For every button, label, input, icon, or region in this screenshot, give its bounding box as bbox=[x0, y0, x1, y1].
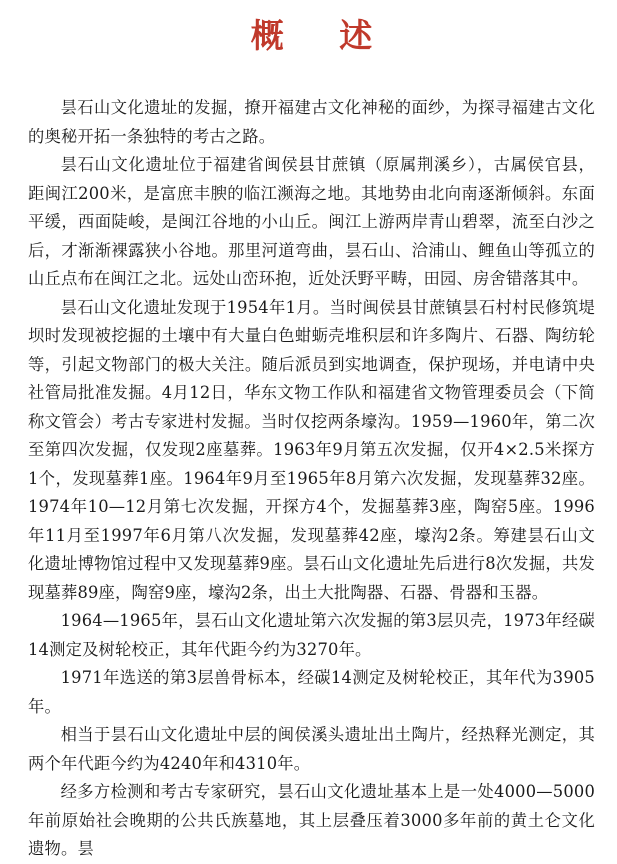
body-text bbox=[28, 94, 595, 864]
paragraph: 昙石山文化遗址发现于1954年1月。当时闽侯县甘蔗镇昙石村村民修筑堤坝时发现被挖掘的土壤中有大量白色蚶蛎壳堆积层和许多陶片、石器、陶纺轮等，引起文物部门的极大关注。随后派员到实地调查，保护现场，并电请中央社管局批准发掘。4月12日，华东文物工作队和福建省文物管理委员会（下简称文管会）考古专家进村发掘。当时仅挖两条壕沟。1959—1960年，第二次至第四次发掘，仅发现2座墓葬。1963年9月第五次发掘，仅开4×2.5米探方1个，发现墓葬1座。1964年9月至1965年8月第六次发掘，发现墓葬32座。1974年10—12月第七次发掘，开探方4个，发掘墓葬3座，陶窑5座。1996年11月至1997年6月第八次发掘，发现墓葬42座，壕沟2条。筹建昙石山文化遗址博物馆过程中又发现墓葬9座。昙石山文化遗址先后进行8次发掘，共发现墓葬89座，陶窑9座，壕沟2条，出土大批陶器、石器、骨器和玉器。 bbox=[28, 297, 595, 602]
paragraph: 1964—1965年，昙石山文化遗址第六次发掘的第3层贝壳，1973年经碳14测定及树轮校正，其年代距今约为3270年。 bbox=[28, 611, 595, 659]
paragraph: 相当于昙石山文化遗址中层的闽侯溪头遗址出土陶片，经热释光测定，其两个年代距今约为4240年和4310年。 bbox=[28, 725, 595, 773]
paragraph: 昙石山文化遗址位于福建省闽侯县甘蔗镇（原属荆溪乡），古属侯官县，距闽江200米，是富庶丰腴的临江濒海之地。其地势由北向南逐渐倾斜。东面平缓，西面陡峻，是闽江谷地的小山丘。闽江上游两岸青山碧翠，流至白沙之后，才渐渐裸露狭小谷地。那里河道弯曲，昙石山、洽浦山、鲤鱼山等孤立的山丘点布在闽江之北。远处山峦环抱，近处沃野平畴，田园、房舍错落其中。 bbox=[28, 155, 595, 288]
paragraph: 经多方检测和考古专家研究，昙石山文化遗址基本上是一处4000—5000年前原始社会晚期的公共氏族墓地，其上层叠压着3000多年前的黄土仑文化遗物。昙 bbox=[28, 782, 595, 858]
page-title: 概 述 bbox=[250, 16, 395, 55]
paragraph: 昙石山文化遗址的发掘，撩开福建古文化神秘的面纱，为探寻福建古文化的奥秘开拓一条独特的考古之路。 bbox=[28, 98, 595, 146]
paragraph: 1971年选送的第3层兽骨标本，经碳14测定及树轮校正，其年代为3905年。 bbox=[28, 668, 595, 716]
